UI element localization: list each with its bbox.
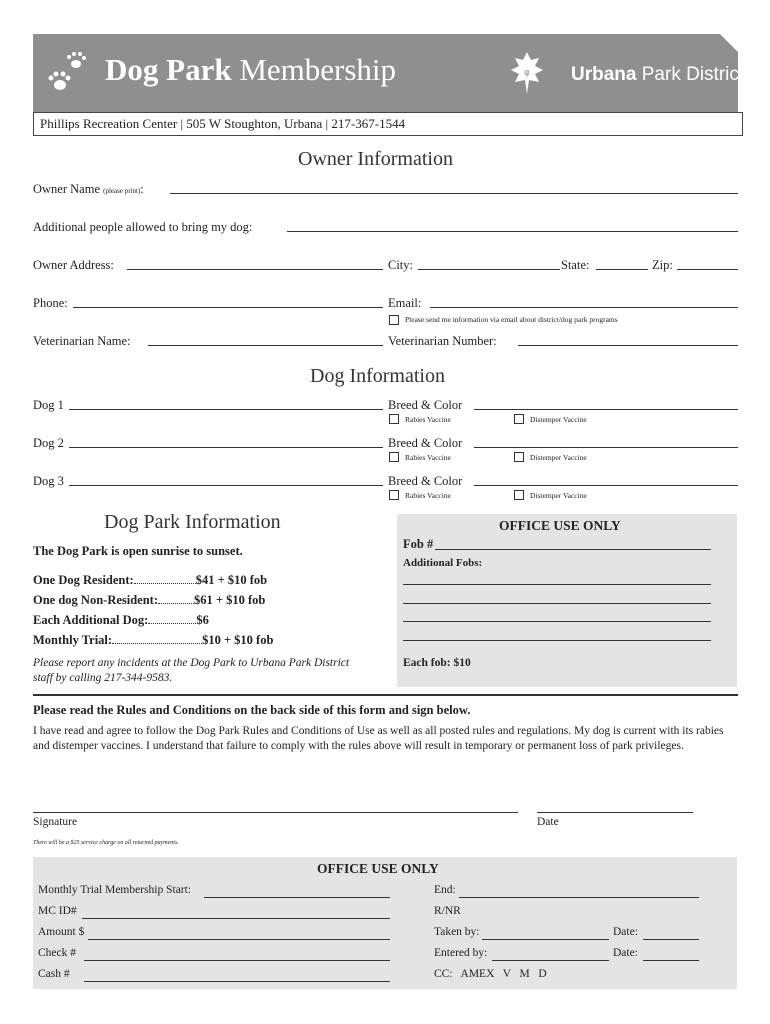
entered-date-field[interactable] <box>643 960 699 961</box>
dog-1-breed-field[interactable] <box>474 409 738 410</box>
entered-by-label: Entered by: <box>434 947 488 959</box>
rnr-label: R/NR <box>434 905 461 917</box>
date-field[interactable] <box>537 812 693 813</box>
dog-2-field[interactable] <box>69 447 383 448</box>
svg-text:φ: φ <box>524 68 530 78</box>
price-row: Each Additional Dog: $6 <box>33 613 209 627</box>
dog-1-distemper-label: Distemper Vaccine <box>530 415 587 424</box>
address-label: Owner Address: <box>33 258 114 272</box>
dog-2-breed-field[interactable] <box>474 447 738 448</box>
vet-number-field[interactable] <box>518 345 738 346</box>
agreement-text: I have read and agree to follow the Dog Park Rules and Conditions of Use as well as all posted rules and regulations. My dog is current with its rabies and distemper vaccines. I understand that failure to comply with the rules above will result in temporary or permanent loss of park privileges. <box>33 725 724 752</box>
dog-1-distemper-checkbox[interactable] <box>514 414 524 424</box>
signature-field[interactable] <box>33 812 518 813</box>
additional-fob-field[interactable] <box>403 584 711 585</box>
phone-label: Phone: <box>33 296 68 310</box>
dog-1-breed-label: Breed & Color <box>388 398 463 412</box>
vet-number-label: Veterinarian Number: <box>388 334 497 348</box>
additional-fob-field[interactable] <box>403 621 711 622</box>
office-use-title: OFFICE USE ONLY <box>499 518 621 533</box>
district-name: Urbana Park District <box>571 64 745 85</box>
rules-heading: Please read the Rules and Conditions on the back side of this form and sign below. <box>33 703 471 717</box>
park-hours: The Dog Park is open sunrise to sunset. <box>33 544 243 558</box>
email-optin-checkbox[interactable] <box>389 315 399 325</box>
address-field[interactable] <box>127 269 383 270</box>
check-label: Check # <box>38 947 77 959</box>
additional-fob-field[interactable] <box>403 603 711 604</box>
trial-start-field[interactable] <box>204 897 390 898</box>
date-label-2: Date: <box>613 947 638 959</box>
zip-field[interactable] <box>677 269 738 270</box>
dog-3-rabies-checkbox[interactable] <box>389 490 399 500</box>
owner-name-field[interactable] <box>170 193 738 194</box>
owner-heading: Owner Information <box>298 148 453 170</box>
vet-name-label: Veterinarian Name: <box>33 334 131 348</box>
price-row: One dog Non-Resident: $61 + $10 fob <box>33 593 266 607</box>
email-field[interactable] <box>430 307 738 308</box>
state-label: State: <box>561 258 590 272</box>
mc-id-label: MC ID# <box>38 905 77 917</box>
owner-name-label: Owner Name (please print): <box>33 182 144 196</box>
each-fob-price: Each fob: $10 <box>403 657 471 669</box>
phone-field[interactable] <box>73 307 383 308</box>
paw-prints-icon <box>45 50 91 98</box>
incident-note: Please report any incidents at the Dog Park to Urbana Park District staff by calling 217-344-9583. <box>33 657 350 684</box>
credit-card-options: CC: AMEX V M D <box>434 968 547 980</box>
date-label: Date <box>537 816 559 828</box>
dog-2-label: Dog 2 <box>33 436 64 450</box>
entered-by-field[interactable] <box>492 960 609 961</box>
returned-payment-note: There will be a $25 service charge on all returned payments. <box>33 840 179 846</box>
city-label: City: <box>388 258 414 272</box>
leaf-logo-icon <box>509 50 545 98</box>
dog-2-rabies-label: Rabies Vaccine <box>405 453 451 462</box>
cash-field[interactable] <box>84 981 390 982</box>
vet-name-field[interactable] <box>148 345 383 346</box>
dog-1-label: Dog 1 <box>33 398 64 412</box>
additional-people-label: Additional people allowed to bring my dog: <box>33 220 253 234</box>
signature-label: Signature <box>33 816 78 828</box>
end-label: End: <box>434 884 456 896</box>
dog-3-breed-label: Breed & Color <box>388 474 463 488</box>
office-use-title: OFFICE USE ONLY <box>317 861 439 876</box>
dog-2-distemper-label: Distemper Vaccine <box>530 453 587 462</box>
park-heading: Dog Park Information <box>104 511 281 533</box>
cash-label: Cash # <box>38 968 70 980</box>
state-field[interactable] <box>596 269 648 270</box>
zip-label: Zip: <box>652 258 673 272</box>
additional-fob-field[interactable] <box>403 640 711 641</box>
office-use-box <box>397 514 737 687</box>
fob-field[interactable] <box>435 549 711 550</box>
dog-3-distemper-checkbox[interactable] <box>514 490 524 500</box>
dog-2-breed-label: Breed & Color <box>388 436 463 450</box>
dog-3-label: Dog 3 <box>33 474 64 488</box>
dog-3-field[interactable] <box>69 485 383 486</box>
city-field[interactable] <box>418 269 560 270</box>
dog-3-rabies-label: Rabies Vaccine <box>405 491 451 500</box>
dog-1-field[interactable] <box>69 409 383 410</box>
office-use-box-bottom <box>33 857 737 989</box>
dog-2-rabies-checkbox[interactable] <box>389 452 399 462</box>
dog-3-breed-field[interactable] <box>474 485 738 486</box>
section-divider <box>33 694 738 696</box>
taken-by-label: Taken by: <box>434 926 480 938</box>
taken-date-field[interactable] <box>643 939 699 940</box>
dog-2-distemper-checkbox[interactable] <box>514 452 524 462</box>
additional-fobs-label: Additional Fobs: <box>403 557 483 569</box>
fob-label: Fob # <box>403 537 434 551</box>
end-field[interactable] <box>459 897 699 898</box>
date-label-1: Date: <box>613 926 638 938</box>
amount-label: Amount $ <box>38 926 85 938</box>
price-row: Monthly Trial: $10 + $10 fob <box>33 633 274 647</box>
location-bar: Phillips Recreation Center | 505 W Stoughton, Urbana | 217-367-1544 <box>33 112 743 136</box>
mc-id-field[interactable] <box>82 918 390 919</box>
price-row: One Dog Resident: $41 + $10 fob <box>33 573 268 587</box>
email-optin-label: Please send me information via email about district/dog park programs <box>405 315 618 324</box>
amount-field[interactable] <box>88 939 390 940</box>
taken-by-field[interactable] <box>482 939 609 940</box>
dog-1-rabies-label: Rabies Vaccine <box>405 415 451 424</box>
dog-3-distemper-label: Distemper Vaccine <box>530 491 587 500</box>
trial-start-label: Monthly Trial Membership Start: <box>38 884 192 896</box>
dog-heading: Dog Information <box>310 365 445 387</box>
email-label: Email: <box>388 296 422 310</box>
dog-1-rabies-checkbox[interactable] <box>389 414 399 424</box>
form-title: Dog Park Membership <box>105 52 397 87</box>
check-field[interactable] <box>84 960 390 961</box>
additional-people-field[interactable] <box>287 231 738 232</box>
header-banner <box>33 34 745 112</box>
